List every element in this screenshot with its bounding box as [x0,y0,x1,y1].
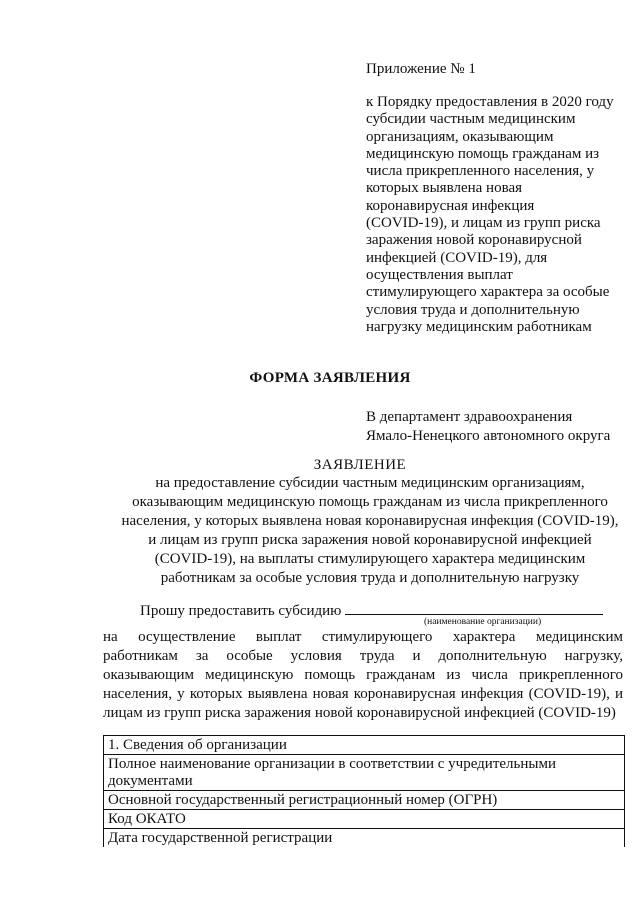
table-row [104,810,625,829]
section-header-cell: 1. Сведения об организации [104,736,625,755]
table-row [104,791,625,810]
subtitle-line: работникам за особые условия труда и дополнительную нагрузку [160,570,580,586]
subtitle-line: (COVID-19), на выплаты стимулирующего характера медицинским [154,551,586,567]
appendix-title: Приложение № 1 [366,61,476,77]
appendix-description [366,94,628,336]
appendix-line: стимулирующего характера за особые [366,284,610,301]
subtitle-line: оказывающим медицинскую помощь гражданам из числа прикрепленного [132,494,608,510]
request-text: Прошу предоставить субсидию [140,603,342,619]
organization-info-table [103,735,625,847]
form-title: ФОРМА ЗАЯВЛЕНИЯ [249,370,411,386]
table-row [104,755,625,791]
organization-name-blank[interactable] [345,600,603,615]
appendix-line: инфекцией (COVID-19), для [366,249,548,266]
appendix-line: числа прикрепленного населения, у [366,163,595,180]
application-subtitle [100,474,640,588]
organization-name-hint: (наименование организации) [424,617,542,627]
appendix-line: коронавирусная инфекция [366,197,535,214]
recipient-line: Ямало-Ненецкого автономного округа [366,428,611,444]
recipient-line: В департамент здравоохранения [366,409,573,425]
table-cell: Код ОКАТО [104,810,625,829]
body-line: на осуществление выплат стимулирующего характера медицинским [103,629,623,645]
appendix-line: нагрузку медицинским работникам [366,318,592,335]
body-line: лицам из групп риска заражения новой коронавирусной инфекцией (COVID-19) [103,705,616,721]
subtitle-line: и лицам из групп риска заражения новой коронавирусной инфекцией [148,532,592,548]
appendix-line: субсидии частным медицинским [366,111,576,128]
appendix-line: условия труда и дополнительную [366,301,580,318]
body-line: оказывающим медицинскую помощь гражданам из числа прикрепленного [103,667,623,683]
body-line: населения, у которых выявлена новая коронавирусная инфекция (COVID-19), и [103,686,623,702]
appendix-line: (COVID-19), и лицам из групп риска [366,215,601,232]
body-line: работникам за особые условия труда и дополнительную нагрузку, [103,648,623,664]
table-cell: Основной государственный регистрационный номер (ОГРН) [104,791,625,810]
appendix-line: осуществления выплат [366,266,513,283]
appendix-line: к Порядку предоставления в 2020 году [366,94,614,110]
table-cell: Полное наименование организации в соответствии с учредительными документами [104,755,625,791]
application-title: ЗАЯВЛЕНИЕ [313,457,407,473]
table-cell: Дата государственной регистрации [104,829,625,848]
appendix-line: организациям, оказывающим [366,128,554,145]
subtitle-line: на предоставление субсидии частным медицинским организациям, [155,475,585,491]
table-row [104,736,625,755]
appendix-line: заражения новой коронавирусной [366,232,582,249]
recipient-block [366,408,610,446]
table-row [104,829,625,848]
request-body [103,628,623,723]
subtitle-line: населения, у которых выявлена новая коронавирусная инфекция (COVID-19), [121,513,619,529]
appendix-line: которых выявлена новая [366,180,523,197]
appendix-line: медицинскую помощь гражданам из [366,145,600,162]
